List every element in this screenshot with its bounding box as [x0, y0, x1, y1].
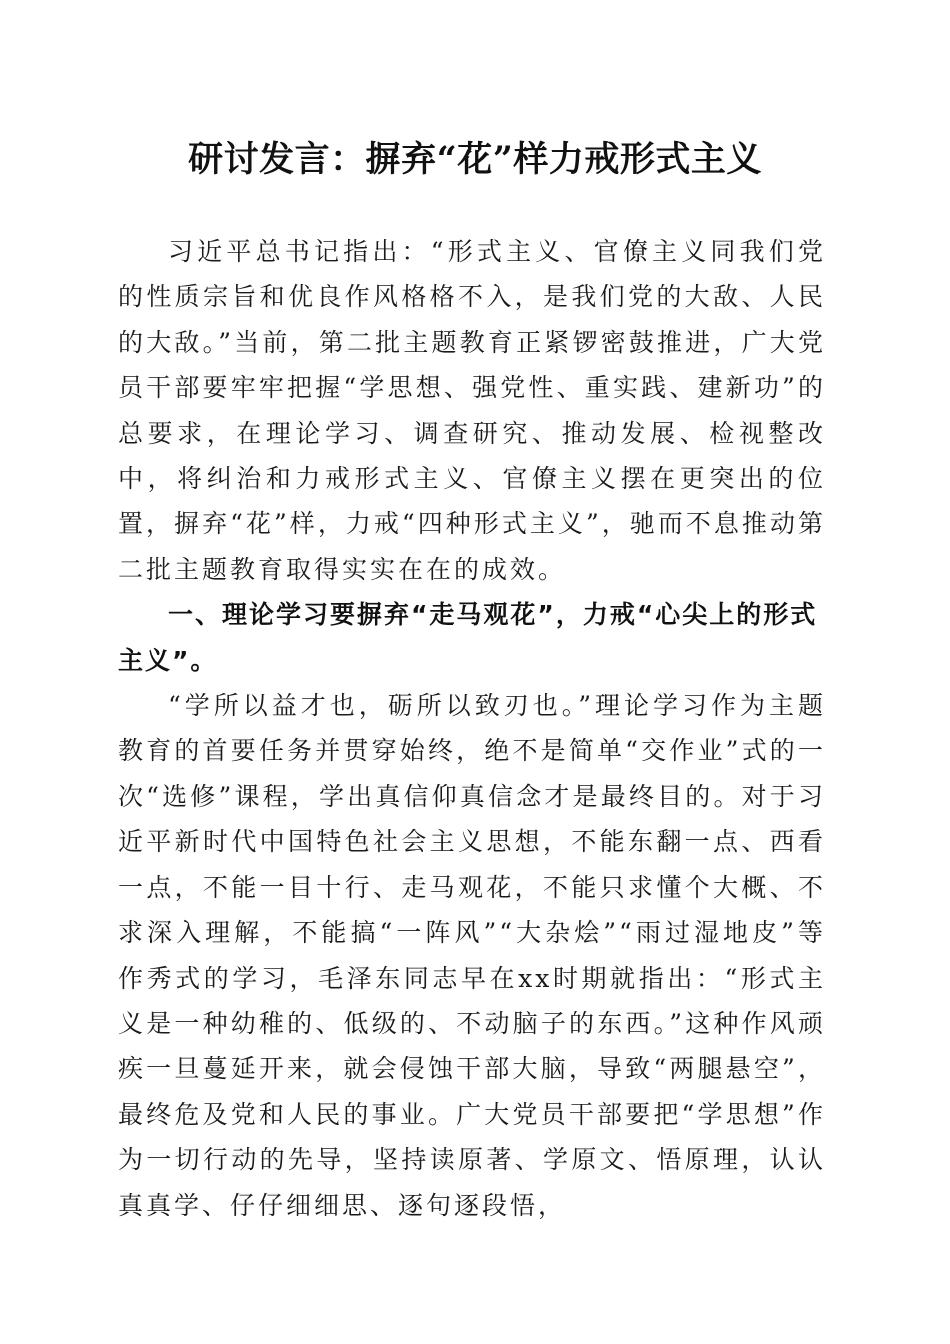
intro-paragraph: 习近平总书记指出：“形式主义、官僚主义同我们党的性质宗旨和优良作风格格不入，是我们党的大敌、人民的大敌。”当前，第二批主题教育正紧锣密鼓推进，广大党员干部要牢牢把握“学思想、强党性、重实践、建新功”的总要求，在理论学习、调查研究、推动发展、检视整改中，将纠治和力戒形式主义、官僚主义摆在更突出的位置，摒弃“花”样，力戒“四种形式主义”，驰而不息推动第二批主题教育取得实实在在的成效。 [118, 237, 826, 584]
document-body [118, 229, 826, 1228]
section-1-paragraph: “学所以益才也，砺所以致刃也。”理论学习作为主题教育的首要任务并贯穿始终，绝不是简单“交作业”式的一次“选修”课程，学出真信仰真信念才是最终目的。对于习近平新时代中国特色社会主义思想，不能东翻一点、西看一点，不能一目十行、走马观花，不能只求懂个大概、不求深入理解，不能搞“一阵风”“大杂烩”“雨过湿地皮”等作秀式的学习，毛泽东同志早在xx时期就指出：“形式主义是一种幼稚的、低级的、不动脑子的东西。”这种作风顽疾一旦蔓延开来，就会侵蚀干部大脑，导致“两腿悬空”，最终危及党和人民的事业。广大党员干部要把“学思想”作为一切行动的先导，坚持读原著、学原文、悟原理，认认真真学、仔仔细细思、逐句逐段悟， [118, 691, 826, 1220]
section-heading-1: 一、理论学习要摒弃“走马观花”，力戒“心尖上的形式主义”。 [118, 600, 818, 675]
document-title: 研讨发言：摒弃“花”样力戒形式主义 [188, 139, 762, 180]
